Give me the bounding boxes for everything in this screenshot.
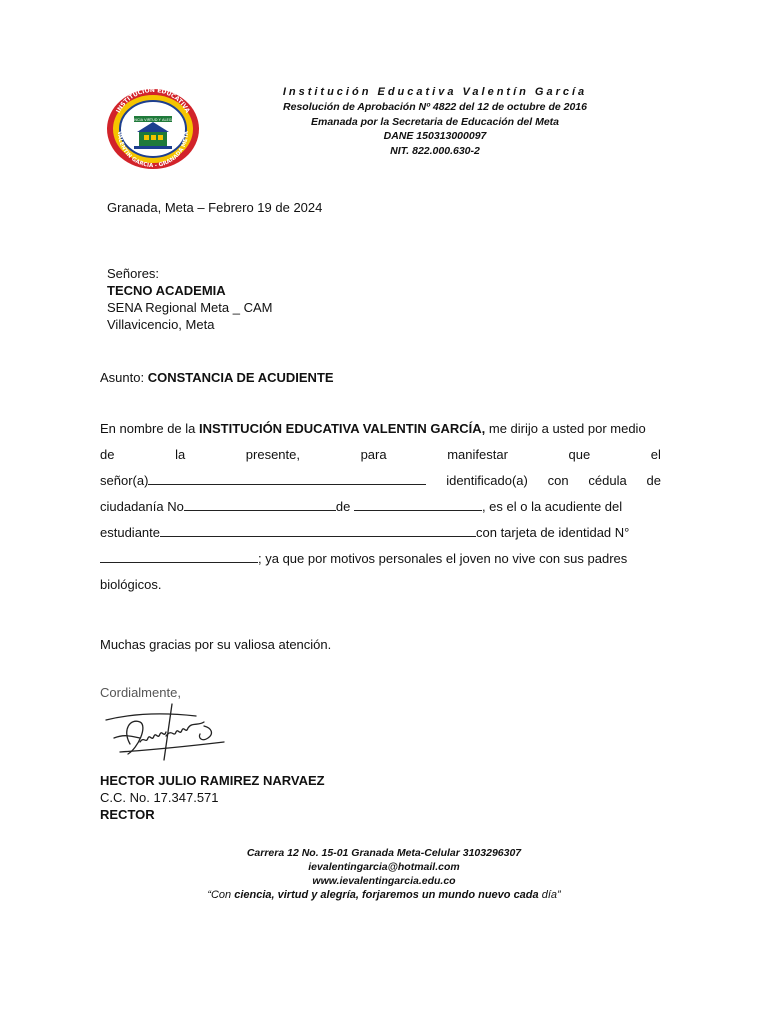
recipient-city: Villavicencio, Meta xyxy=(107,317,215,332)
body-line-6: ; ya que por motivos personales el joven no vive con sus padres xyxy=(100,546,661,572)
svg-text:INSTITUCION EDUCATIVA: INSTITUCION EDUCATIVA xyxy=(115,88,191,115)
subject-line xyxy=(100,369,334,386)
institution-bold: INSTITUCIÓN EDUCATIVA VALENTIN GARCÍA, xyxy=(199,421,486,436)
footer-web: www.ievalentingarcia.edu.co xyxy=(312,875,456,887)
id-number-blank[interactable] xyxy=(184,496,336,511)
footer-email: ievalentingarcia@hotmail.com xyxy=(308,861,460,873)
institution-name: Institución Educativa Valentín García xyxy=(282,86,588,98)
id-issued-blank[interactable] xyxy=(354,496,482,511)
school-logo xyxy=(104,88,202,170)
recipient-entity: SENA Regional Meta _ CAM xyxy=(107,300,273,315)
closing-line: Cordialmente, xyxy=(100,685,181,700)
thanks-line: Muchas gracias por su valiosa atención. xyxy=(100,637,332,652)
body-line-2: de la presente, para manifestar que el xyxy=(100,447,661,462)
signer-name: HECTOR JULIO RAMIREZ NARVAEZ xyxy=(100,773,325,788)
subject-label: Asunto: xyxy=(100,370,148,385)
signature-image xyxy=(100,700,240,766)
body-line-1: En nombre de la INSTITUCIÓN EDUCATIVA VALENTIN GARCÍA, me dirijo a usted por medio xyxy=(100,421,646,436)
issued-by-line: Emanada por la Secretaria de Educación del Meta xyxy=(310,115,559,128)
signer-id: C.C. No. 17.347.571 xyxy=(100,790,219,805)
letterhead xyxy=(240,84,630,158)
signer-title: RECTOR xyxy=(100,807,155,822)
letter-footer xyxy=(150,846,618,902)
subject-value: CONSTANCIA DE ACUDIENTE xyxy=(147,370,334,385)
body-line-3: señor(a) identificado(a) con cédula de xyxy=(100,468,661,494)
dane-line: DANE 150313000097 xyxy=(383,130,487,142)
student-name-blank[interactable] xyxy=(160,522,476,537)
footer-address: Carrera 12 No. 15-01 Granada Meta-Celular 3103296307 xyxy=(246,847,522,859)
student-id-blank[interactable] xyxy=(100,548,258,563)
body-paragraph xyxy=(100,416,661,598)
svg-text:VALENTIN GARCIA - GRANADA META: VALENTIN GARCIA - GRANADA META xyxy=(115,130,191,170)
body-line-4: ciudadanía No de , es el o la acudiente del xyxy=(100,494,661,520)
recipient-name: TECNO ACADEMIA xyxy=(107,283,226,298)
body-line-7: biológicos. xyxy=(100,577,162,592)
resolution-line: Resolución de Aprobación Nº 4822 del 12 de octubre de 2016 xyxy=(283,101,587,113)
nit-line: NIT. 822.000.630-2 xyxy=(390,144,480,157)
footer-slogan: “Con ciencia, virtud y alegría, forjaremos un mundo nuevo cada día” xyxy=(207,889,561,901)
recipient-salutation: Señores: xyxy=(107,266,160,281)
body-line-5: estudiante con tarjeta de identidad N° xyxy=(100,520,661,546)
guardian-name-blank[interactable] xyxy=(148,470,426,485)
svg-text:CIENCIA VIRTUD Y ALEGRIA: CIENCIA VIRTUD Y ALEGRIA xyxy=(128,118,178,122)
date-line: Granada, Meta – Febrero 19 de 2024 xyxy=(107,200,323,215)
